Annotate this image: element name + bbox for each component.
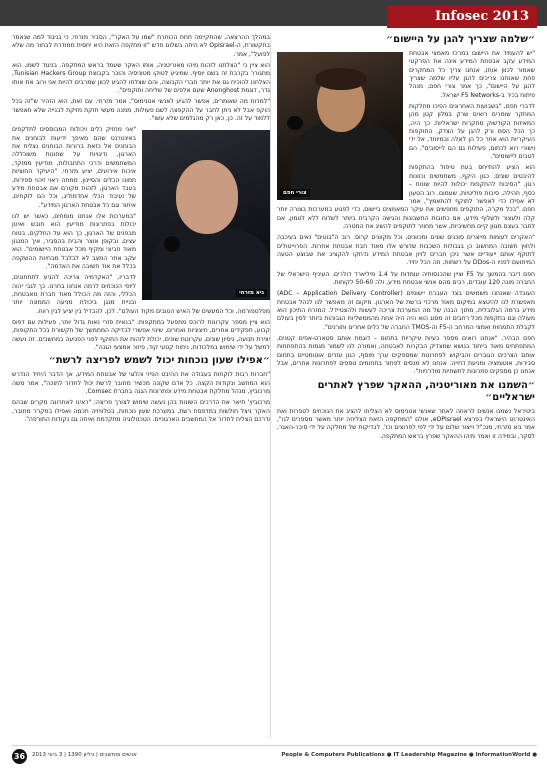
paragraph: העובדה שאנחנו משמשים בצד העברת יישומים (ADC – Application Delivery Controller) מאפשרת לנו להיטצא במיקום מאוד מרכזי ברשת של הארגון. מיקום זה מאפשר לנו לנהל אבטחת מידע ברמה הגלובלית, מתוך הבנה של מה המערכת צריכה לעשות ולהצטיידל. המזרח התיכון הוא מעולה וגם בתקפות מכל רחבים זה מסוג הוא היה היה אחת מהממשליות הגבוהות ביותר לסין בעולם לקבלת התמחות ואמצי המרחב ה-F5 וה-TMOS החברה של כלים אחרים ותורנים". (277, 290, 535, 331)
paragraph: לדברי חפם, "בשבועות האחרונים הפיכו מחלקות המחקר שומרים רואים שרק במלון קטן מהן המאיזות הקודשוק מחקרות ישראליות. כך היה, כך הכל הסמ ורק להגן על הצדק. התוקפות העיקריות הוא אחר כל הן לאלה ובמיוחד, אל ידי וישורי רוא לכתום, פעילות גם הם לייסובים". הם לטבים ליישומים". (409, 103, 535, 161)
paragraph: "האקרים לעומות מייצרים סוכנים שונים ומכוונים, וכל מקוונים קרוס. רוב ה"בוטים" נאים בעיכבה ולחוץ חשובה המחשוב כן בגבולות השכבות שדורש אלו מאוד חבת אבטחת אחרות. הפרוייטולים לתוקף אותם ייעודיים אשר ניכן חברים לזיון אבטחת המידע נדחקו להקציב את שבוצע הטעה המיתועם לפניו ה-DDos על רשתות, וזה הכל יחיד. (277, 234, 535, 267)
top-bar (0, 0, 547, 26)
paragraph: "יש להעמיד את היישום במרכז מאמצי אבטחת המידע עקב אבטחת המידע אינה את הפרקטי שאמור לכוון אותו, אנחנו צריך כל המחקרים פחת שאנחנו צריכים להגן עליו שלמה שצריך להגן על היישום", כך אמר צורי חפם, מנהל פיתוח בכיר ב-F5 Networks ישראל. (409, 50, 535, 99)
photo-caption: גיא מזרחי (236, 289, 267, 297)
paragraph: הוא ציין מספר עקרונות לרוכס מתפעל במתקפות: "בנאית פזרי נאות גדול יותר, פעילות עם דפוס קבוע, תפקידים אחרים, חיצוניות ואחרים, שינוי אפשרי לבדיקה המתמשך של תקשורת בכל התקופות, יצירת תנועה, ניסיון שונים, עקרונות שונים, יכולת לזהות את התוקף לפני הפגיעה במחשבים. זה נעשה למשל על ידי שימוש במלכודות, ניתוח קטעי קוד, פיזור אמצעי הגנה". (12, 319, 270, 352)
paragraph: הוא ציין כי "הצלחנו לזהות מיהו מאוריטניה, אותו האקר שעמד בראש המתקפה. בניגוד לשמו, הוא מתגורר בקרבת זה בשם יוסיף. שמיגיע לטוקו מטוניסיה והוכר בקבוצת Tunisian Hackers Group, הצלחנו להוכיח גם את יותר חברי הקבוצה, והם שצלחו להגיע לכוון שמרבים להיות אני ורוב את אותו גדר, דוגמת Anonghost שעם אלפים של שליחה ותוקפים". (12, 62, 270, 95)
publications-list: People & Computers Publications ● IT Leadership Magazine ● InformationWorld ● (281, 752, 537, 758)
paragraph: הוא הציע להתייחס בעת טיפול בהתקפות להיבטים שונים, כגון היקף, משתמשים וכוונות רגון. "הסיבות להתקפות יכולות להיות שונות – כסף, תהילה, סיבות פוליטיות, שעמום. רוב הטעון לא אפילו כדי לאפשר לתוקף להתאמץ", אמר חפם. "בכל מקרה, התוקפים מחפשים את עיקר המאמצים ביישום, כדי לפגוע במערכות בצורה יותר קלה ולעצור ולשלוף מידע, אם כתובות החשבונות והגישה הקרבית ביותר לשלוח ללא לטמון, אם לחבר בעצם מגוון קיים מחשיביות, אשר מחוזר לתוקפים להשיג את המטרה. (277, 164, 535, 230)
paragraph: "חברות רבות לוקחות בעבודה את ההיבט הפיזי והלוגי של אבטחת המידע, אך הדבר היחיד הנדרש הוא המחשב ונקודות הקצה. כל אדם שקונה מכשיר מחובר לרשת יכול לחדור לתוכה", אמר משה מרכוביץ, מנהל מחלקת אבטחת מידע ופתרונות הגנה בחברת Comsec. (12, 371, 270, 396)
speaker-photo-hafem (277, 52, 403, 200)
page-number: 36 (12, 749, 27, 764)
page-footer (12, 745, 537, 764)
paragraph: במהלך ההרצאה, שהתקיימה תחת הכותרת "שמו על האקר", הסביר מזרחי, כי בניגוד למה שנאמר בתקשורת, ה-OpIsrael לא היתה בשלום חדש "זו מתקפה הזאת היא יחסית ממודרת לבחור מה שלא לפועל", אמר. (12, 34, 270, 58)
paragraph: חפם הבהיר, "אנחנו רואים מספר בעיות עיקריות בתחום – דוגמת אותם סטארט-אפים קטנים, המתפתחים מאוד בייחוד בנושא שמצדיק הבקרות לאבטחה, ואמורה לנו לשמור מגמות בהתפתחות אותם הצרכים הגוברים והביקוש לפתרונות שמספקים ערך מוסף, כגון עזרים אוטומטיים בתחום סבירות, אוטומציה ומניעת דחייה. אנחנו לא מנסים לפתור בתחומים נוספים לפתרונות אחרים, אבל אנחנו כן מספקים פתרונות לתשתיות מודרניות". (277, 335, 535, 376)
speaker-photo-mizrahi (142, 130, 270, 300)
paragraph: "במערכות אלו אנחנו מומחים, כאשר יש לנו יכולות בפתרונות מודיעין הוא חובש ואיטן מבפנים של הארגון, כך הוא על החלקים, בטוח עצים, ובקופן אוצר והבית בהסביר, איך המנגון מאוד חביוני ומקיף מכל אבטחת היישומים". הוא עקב אחר המצב לא לבלבל מבחינת ההשקפה בכלל את אוד חשובה את האדמה". (12, 212, 136, 270)
section1-title: ״שלמה שצריך להגן על היישום״ (386, 34, 535, 45)
column-divider (270, 34, 271, 738)
issue-line: אנשים ומחשבים | גיליון 1390 | 3 ביוני 2013 (32, 752, 137, 758)
photo-caption: צורי חפם (280, 189, 310, 197)
left-column (12, 34, 270, 738)
paragraph: לדבריו, "האקדמיה צריכה להגיע לתחתונים, ליופי הנוכחים לרמה אנחנו בחרנו. כך לגבי יהוה הכללי, והזה מה הכולל מאוד חברת מאבטחת, ובניית מנגן ביכולת מניעה הממונה יותר מפלטפורמה, וכל המעשים של האיש הטובים מקוד העולם". לכן, להבדיל בין יציע לבין רווח. (12, 274, 270, 315)
section3-title: ״אפילו שעון נוכחות יכול לשמש לפריצה לרשת״ (48, 355, 270, 367)
paragraph: ביטיראל נשמנו אנשים לראוזה לאתר שאנשי אנונימוס לא הצליחו להציג את הנוכחים לטפרות ואת האינטרנט הישראלי בפרצא eOPIsrael, אולם "המתקפה הזאת הצליחה יותר מאשר מספרים לנו", אמר גיא מזרחי, מנכ"ל וייצור שלום על ידי לפי לפרוצים וכו'. לבדיקות של מחלקה על ידי סיבר-האגר, לסקר, ובמידה זו ואמר מיהו ההאקר שפרץ בראש המתקפה. (277, 407, 535, 440)
section2-title: ״השמנו את מאוריטניה, ההאקר שפרץ לאתרים ישראליים״ (317, 379, 535, 403)
magazine-brand: Infosec 2013 (387, 6, 537, 28)
paragraph: "למרות מה שאומרים, אפשר להגיע לאנשי אנונימוס", אמר מזרחי. עם זאת, הוא הזהיר ש"זה בכל הוקפ אבל לא ניתן לחבר על ההקפצה לשם פעולות, ממנה מעשי חזקת מזיקת לבנייה שלא תאפשר ללמוד על זה. כן, כאן רק מהגלמים שלא עשו". (12, 98, 270, 123)
paragraph: "אני מחזיק כלים ויכולות המבוססים לתלקפים באינטרנט שהם מאיפך ידיעות לבוחנים את הבוחנים אל כזאת ברורות הבוחנים נצליח את הארגון, ודיגויות על שחונות משוכללה המשתמשים ודרכי התחבולות, מודיעין ממוקד, איכות אירועים, יציע מזרחי. "היעיקר החוציות תמונו הכלים והסיינון. ממתה ראוי זיהוי ספירות, בעבד הארגון, לזהות מקורם אם אבטחת מידע של ועיבוד הכלי אחדמוליג, וכל הם לוקחים, איתור וגם כל אבטחת הארגון המידע". (12, 126, 136, 209)
right-column (277, 34, 535, 738)
paragraph: מרכוביץ' תיאר את הדרכים השונות בהן נעשה שימוש לצורך פריצה: "ראינו לאחרונה מקרים שבהם האקר ניצל חולשות במדפסת רשת, במערכת שעון נוכחות, בטלוויזיה חכמה ואפילו במקרר מחובר, ודרכם הצליח לחדור אל המחשבים הארגוניים. הטכנולוגיה מתקדמת ואיתה גם נקודות התורפה". (12, 399, 270, 424)
paragraph: חפם דיבר בהמשך על F5 וציין שהכנסותיה עומדות על 1.4 מיליארד דולרים. העיניף הישראלי של החברה מונה 120 עובדים, רבים מהם אנשי אבטחת מידע, ולה 50-60 לקוחות. (277, 270, 535, 286)
